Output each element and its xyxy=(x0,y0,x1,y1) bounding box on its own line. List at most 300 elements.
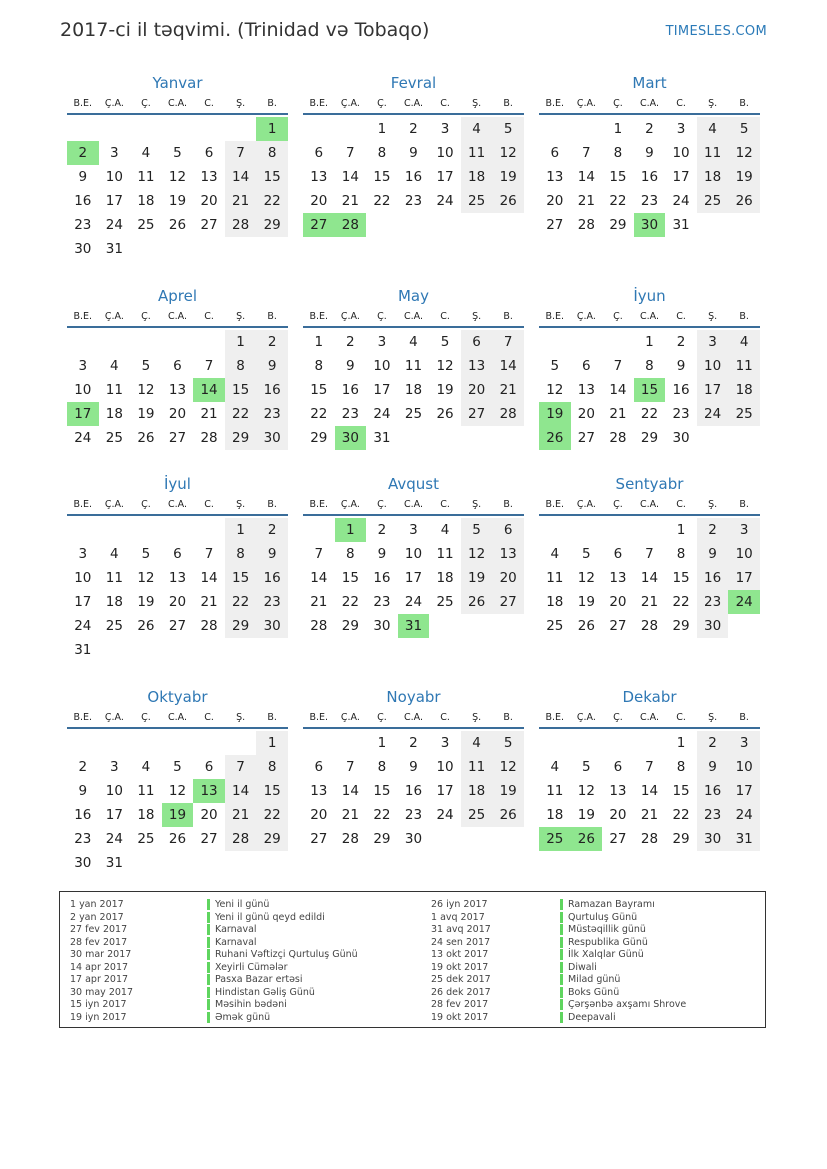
weekday-label: Ç.A. xyxy=(104,98,124,109)
day: 19 xyxy=(137,594,155,610)
day: 14 xyxy=(341,783,359,799)
day-empty xyxy=(67,117,99,141)
week-row xyxy=(67,354,288,378)
day: 25 xyxy=(105,618,123,634)
day-weekend: 30 xyxy=(256,614,288,638)
day-empty xyxy=(461,614,493,638)
day-weekend: 15 xyxy=(225,378,257,402)
legend-date: 30 mar 2017 xyxy=(70,949,132,960)
day: 1 xyxy=(613,121,623,137)
week-row xyxy=(303,614,524,638)
day: 20 xyxy=(200,193,218,209)
day: 17 xyxy=(105,807,123,823)
legend-row xyxy=(560,937,686,950)
day: 10 xyxy=(436,145,454,161)
day-empty xyxy=(602,731,634,755)
day: 3 xyxy=(440,121,450,137)
weekday-label: Ş. xyxy=(708,311,718,322)
day-weekend: 23 xyxy=(256,590,288,614)
day-weekend: 27 xyxy=(492,590,524,614)
day: 28 xyxy=(577,217,595,233)
site-link[interactable]: TIMESLES.COM xyxy=(665,24,767,39)
legend-row xyxy=(207,912,358,925)
day: 8 xyxy=(377,759,387,775)
weekday-label: C.A. xyxy=(639,311,659,322)
day: 24 xyxy=(74,430,92,446)
week-row xyxy=(539,117,760,141)
day-empty xyxy=(162,518,194,542)
day: 11 xyxy=(137,783,155,799)
legend-date: 27 fev 2017 xyxy=(70,924,128,935)
day: 29 xyxy=(672,831,690,847)
day: 15 xyxy=(672,570,690,586)
day-weekend: 19 xyxy=(728,165,760,189)
day: 11 xyxy=(546,783,564,799)
week-row xyxy=(303,213,524,237)
day-empty xyxy=(193,731,225,755)
day: 22 xyxy=(672,807,690,823)
day: 23 xyxy=(404,193,423,209)
day: 30 xyxy=(373,618,391,634)
week-row xyxy=(67,851,288,875)
day: 15 xyxy=(609,169,627,185)
weekday-label: Ş. xyxy=(236,98,246,109)
day: 9 xyxy=(409,759,418,775)
day: 21 xyxy=(341,807,359,823)
day: 17 xyxy=(672,169,690,185)
week-row xyxy=(303,189,524,213)
day-weekend: 11 xyxy=(461,755,493,779)
day: 19 xyxy=(577,594,595,610)
weekday-label: B.E. xyxy=(545,712,565,723)
day: 7 xyxy=(645,759,654,775)
week-row xyxy=(539,378,760,402)
day: 10 xyxy=(74,382,92,398)
weekday-label: C. xyxy=(676,712,686,723)
day-weekend: 7 xyxy=(225,755,257,779)
day: 7 xyxy=(204,358,214,374)
week-row xyxy=(539,590,760,614)
weekday-label: Ç.A. xyxy=(576,311,596,322)
day-weekend: 25 xyxy=(461,189,493,213)
day: 5 xyxy=(582,546,591,562)
month-name: Aprel xyxy=(157,287,198,305)
day-weekend: 1 xyxy=(225,330,257,354)
week-row xyxy=(303,426,524,450)
day: 1 xyxy=(377,735,387,751)
day: 18 xyxy=(137,807,155,823)
legend-date: 1 avq 2017 xyxy=(431,911,485,923)
day: 9 xyxy=(78,783,88,799)
day-weekend: 16 xyxy=(697,566,729,590)
day-empty xyxy=(99,638,131,662)
day-weekend: 18 xyxy=(728,378,760,402)
weekday-label: C.A. xyxy=(639,712,659,723)
week-row xyxy=(67,614,288,638)
month-6 xyxy=(539,284,760,450)
week-row xyxy=(303,354,524,378)
month-10 xyxy=(67,685,288,875)
day-holiday: 14 xyxy=(193,378,225,402)
day-weekend: 30 xyxy=(697,614,729,638)
weekday-label: Ç. xyxy=(141,499,151,510)
weekday-label: B.E. xyxy=(309,98,329,109)
day-weekend: 1 xyxy=(225,518,257,542)
day: 6 xyxy=(173,358,182,374)
month-3 xyxy=(539,71,760,237)
weekday-label: Ç.A. xyxy=(576,499,596,510)
day-empty xyxy=(130,851,162,875)
day: 12 xyxy=(137,570,155,586)
legend-row xyxy=(207,999,358,1012)
day-weekend: 26 xyxy=(492,803,524,827)
day: 17 xyxy=(404,570,423,586)
day: 20 xyxy=(546,193,564,209)
day: 5 xyxy=(550,358,560,374)
day-empty xyxy=(256,851,288,875)
weekday-label: C. xyxy=(676,499,686,510)
day: 31 xyxy=(105,855,123,871)
day: 27 xyxy=(168,430,187,446)
week-row xyxy=(303,779,524,803)
day-empty xyxy=(728,614,760,638)
weekday-label: Ç. xyxy=(613,311,623,322)
day: 14 xyxy=(609,382,627,398)
month-2 xyxy=(303,71,524,237)
day-weekend: 4 xyxy=(697,117,729,141)
day: 4 xyxy=(110,546,119,562)
day-empty xyxy=(225,851,257,875)
day-weekend: 4 xyxy=(461,117,493,141)
day-weekend: 28 xyxy=(225,213,257,237)
day-empty xyxy=(366,213,398,237)
day-empty xyxy=(225,638,257,662)
day-weekend: 6 xyxy=(461,330,493,354)
day: 11 xyxy=(436,546,454,562)
day-holiday: 25 xyxy=(539,827,571,851)
day-holiday: 30 xyxy=(335,426,367,450)
weekday-header xyxy=(539,95,760,115)
day-weekend: 13 xyxy=(492,542,524,566)
day: 27 xyxy=(609,831,627,847)
legend-date: 26 iyn 2017 xyxy=(431,899,488,910)
day-empty xyxy=(571,518,603,542)
day: 13 xyxy=(168,570,187,586)
day: 17 xyxy=(105,193,123,209)
day-weekend: 29 xyxy=(225,426,257,450)
day: 13 xyxy=(609,570,627,586)
day: 28 xyxy=(609,430,627,446)
day: 16 xyxy=(373,570,391,586)
legend-row xyxy=(207,924,358,937)
day: 22 xyxy=(310,406,328,422)
page-title: 2017-ci il təqvimi. (Trinidad və Tobaqo) xyxy=(60,19,430,41)
day: 25 xyxy=(436,594,454,610)
day-empty xyxy=(162,237,194,261)
day: 23 xyxy=(404,807,423,823)
day-weekend: 8 xyxy=(225,354,257,378)
holiday-legend xyxy=(59,891,766,1028)
weekday-label: C.A. xyxy=(403,712,423,723)
legend-row xyxy=(560,924,686,937)
week-row xyxy=(539,755,760,779)
weekday-label: C. xyxy=(204,712,214,723)
day: 4 xyxy=(141,145,151,161)
day-holiday: 2 xyxy=(67,141,99,165)
weekday-label: Ç.A. xyxy=(576,712,596,723)
day: 17 xyxy=(436,783,454,799)
day: 25 xyxy=(137,217,155,233)
day-weekend: 28 xyxy=(492,402,524,426)
legend-holiday-name: Pasxa Bazar ertəsi xyxy=(207,974,303,985)
day-weekend: 25 xyxy=(461,803,493,827)
day-weekend: 9 xyxy=(697,542,729,566)
day: 30 xyxy=(672,430,690,446)
day-empty xyxy=(539,117,571,141)
day-holiday: 15 xyxy=(634,378,666,402)
legend-row xyxy=(207,899,358,912)
legend-row xyxy=(431,1012,491,1025)
weekday-label: B.E. xyxy=(545,499,565,510)
day-empty xyxy=(571,330,603,354)
day: 27 xyxy=(609,618,627,634)
legend-row xyxy=(560,899,686,912)
weekday-label: Ş. xyxy=(708,712,718,723)
day: 18 xyxy=(404,382,423,398)
day-weekend: 12 xyxy=(728,141,760,165)
week-row xyxy=(67,117,288,141)
day-weekend: 6 xyxy=(492,518,524,542)
week-row xyxy=(67,542,288,566)
weekday-header xyxy=(67,496,288,516)
day: 10 xyxy=(373,358,391,374)
weekday-label: Ş. xyxy=(472,712,482,723)
weekday-label: B.E. xyxy=(545,311,565,322)
legend-row xyxy=(207,962,358,975)
week-row xyxy=(67,165,288,189)
day: 13 xyxy=(310,783,328,799)
day-empty xyxy=(162,330,194,354)
day: 15 xyxy=(672,783,690,799)
week-row xyxy=(303,731,524,755)
day: 15 xyxy=(373,169,391,185)
day-empty xyxy=(539,330,571,354)
legend-row xyxy=(207,949,358,962)
day: 17 xyxy=(436,169,454,185)
weekday-label: B. xyxy=(503,712,513,723)
day: 8 xyxy=(314,358,324,374)
day: 5 xyxy=(173,759,182,775)
day-weekend: 12 xyxy=(461,542,493,566)
week-row xyxy=(303,827,524,851)
day-empty xyxy=(728,213,760,237)
day-weekend: 14 xyxy=(225,779,257,803)
day-holiday: 26 xyxy=(539,426,571,450)
day: 6 xyxy=(314,759,324,775)
week-row xyxy=(67,426,288,450)
week-row xyxy=(539,330,760,354)
day-empty xyxy=(99,117,131,141)
weekday-label: C.A. xyxy=(403,499,423,510)
day-empty xyxy=(162,117,194,141)
legend-row xyxy=(431,924,491,937)
day: 12 xyxy=(577,570,595,586)
day-holiday: 27 xyxy=(303,213,335,237)
day-weekend: 15 xyxy=(256,779,288,803)
day: 3 xyxy=(110,759,119,775)
day-holiday: 26 xyxy=(571,827,603,851)
day: 29 xyxy=(640,430,659,446)
week-row xyxy=(303,518,524,542)
day: 29 xyxy=(373,831,391,847)
day: 27 xyxy=(577,430,595,446)
weekday-header xyxy=(303,496,524,516)
week-row xyxy=(67,378,288,402)
week-row xyxy=(539,165,760,189)
day: 25 xyxy=(105,430,123,446)
weekday-header xyxy=(303,95,524,115)
day: 1 xyxy=(645,334,654,350)
week-row xyxy=(67,803,288,827)
week-row xyxy=(67,518,288,542)
day: 5 xyxy=(141,358,151,374)
legend-row xyxy=(70,1012,133,1025)
day-empty xyxy=(335,731,367,755)
legend-date: 28 fev 2017 xyxy=(70,936,128,948)
day-weekend: 3 xyxy=(697,330,729,354)
day: 4 xyxy=(440,522,450,538)
month-12 xyxy=(539,685,760,851)
weekday-label: Ç. xyxy=(141,712,151,723)
month-name: Oktyabr xyxy=(147,688,208,706)
day: 9 xyxy=(346,358,355,374)
day: 2 xyxy=(409,735,418,751)
legend-date: 25 dek 2017 xyxy=(431,974,491,985)
weekday-label: B. xyxy=(739,499,749,510)
legend-date: 2 yan 2017 xyxy=(70,911,124,923)
day-weekend: 28 xyxy=(225,827,257,851)
day-weekend: 5 xyxy=(492,117,524,141)
legend-holiday-name: Çərşənbə axşamı Shrove xyxy=(560,999,686,1010)
legend-holiday-name: Xeyirli Cümələr xyxy=(207,962,288,973)
day: 16 xyxy=(404,169,423,185)
day-weekend: 2 xyxy=(697,731,729,755)
day: 15 xyxy=(373,783,391,799)
month-name: Fevral xyxy=(390,74,437,92)
weekday-label: C.A. xyxy=(167,499,187,510)
day-weekend: 7 xyxy=(492,330,524,354)
day-weekend: 21 xyxy=(492,378,524,402)
day: 5 xyxy=(141,546,151,562)
weekday-label: B. xyxy=(739,98,749,109)
weekday-label: Ç. xyxy=(613,98,623,109)
day-empty xyxy=(130,638,162,662)
day: 29 xyxy=(672,618,690,634)
day: 2 xyxy=(409,121,418,137)
day: 17 xyxy=(74,594,92,610)
day: 28 xyxy=(640,618,659,634)
day: 1 xyxy=(314,334,324,350)
day: 25 xyxy=(404,406,423,422)
day: 29 xyxy=(310,430,328,446)
day: 16 xyxy=(672,382,690,398)
day-empty xyxy=(99,731,131,755)
day-weekend: 2 xyxy=(256,330,288,354)
day: 3 xyxy=(377,334,387,350)
day: 21 xyxy=(341,193,359,209)
day: 12 xyxy=(168,169,187,185)
day-weekend: 21 xyxy=(225,803,257,827)
legend-holiday-name: Yeni il günü xyxy=(207,899,269,910)
weekday-label: C.A. xyxy=(167,712,187,723)
day-weekend: 18 xyxy=(461,165,493,189)
day-weekend: 23 xyxy=(256,402,288,426)
day-weekend: 30 xyxy=(697,827,729,851)
legend-row xyxy=(560,987,686,1000)
day-empty xyxy=(571,731,603,755)
weekday-label: Ç.A. xyxy=(340,311,360,322)
week-row xyxy=(539,213,760,237)
day: 2 xyxy=(377,522,387,538)
day: 7 xyxy=(346,145,355,161)
day: 13 xyxy=(546,169,564,185)
day-empty xyxy=(492,426,524,450)
day: 22 xyxy=(640,406,659,422)
day: 7 xyxy=(204,546,214,562)
day-holiday: 24 xyxy=(728,590,760,614)
day-weekend: 11 xyxy=(461,141,493,165)
weekday-label: Ç. xyxy=(141,311,151,322)
day: 19 xyxy=(577,807,595,823)
weekday-header xyxy=(539,496,760,516)
day: 21 xyxy=(577,193,595,209)
day: 22 xyxy=(373,807,391,823)
legend-holiday-name: Yeni il günü qeyd edildi xyxy=(207,912,325,923)
weekday-label: C.A. xyxy=(167,98,187,109)
month-name: Noyabr xyxy=(386,688,441,706)
day-empty xyxy=(398,213,430,237)
day-weekend: 25 xyxy=(728,402,760,426)
day-empty xyxy=(256,237,288,261)
month-name: May xyxy=(397,287,429,305)
day: 7 xyxy=(346,759,355,775)
weekday-label: Ç.A. xyxy=(576,98,596,109)
legend-row xyxy=(207,1012,358,1025)
legend-date: 31 avq 2017 xyxy=(431,924,491,935)
week-row xyxy=(303,755,524,779)
weekday-label: C. xyxy=(440,98,450,109)
day-weekend: 26 xyxy=(492,189,524,213)
day: 20 xyxy=(310,807,328,823)
legend-holiday-name: Müstəqillik günü xyxy=(560,924,646,935)
day: 12 xyxy=(546,382,564,398)
day: 18 xyxy=(546,594,564,610)
day-empty xyxy=(303,117,335,141)
week-row xyxy=(303,590,524,614)
legend-row xyxy=(431,912,491,925)
legend-row xyxy=(70,937,133,950)
day-empty xyxy=(634,518,666,542)
day-empty xyxy=(429,213,461,237)
weekday-label: B.E. xyxy=(73,311,93,322)
weekday-label: Ş. xyxy=(236,499,246,510)
day-weekend: 13 xyxy=(461,354,493,378)
day: 27 xyxy=(310,831,328,847)
day-weekend: 7 xyxy=(225,141,257,165)
weekday-label: Ç. xyxy=(377,311,387,322)
weekday-label: B. xyxy=(267,499,277,510)
day: 6 xyxy=(314,145,324,161)
